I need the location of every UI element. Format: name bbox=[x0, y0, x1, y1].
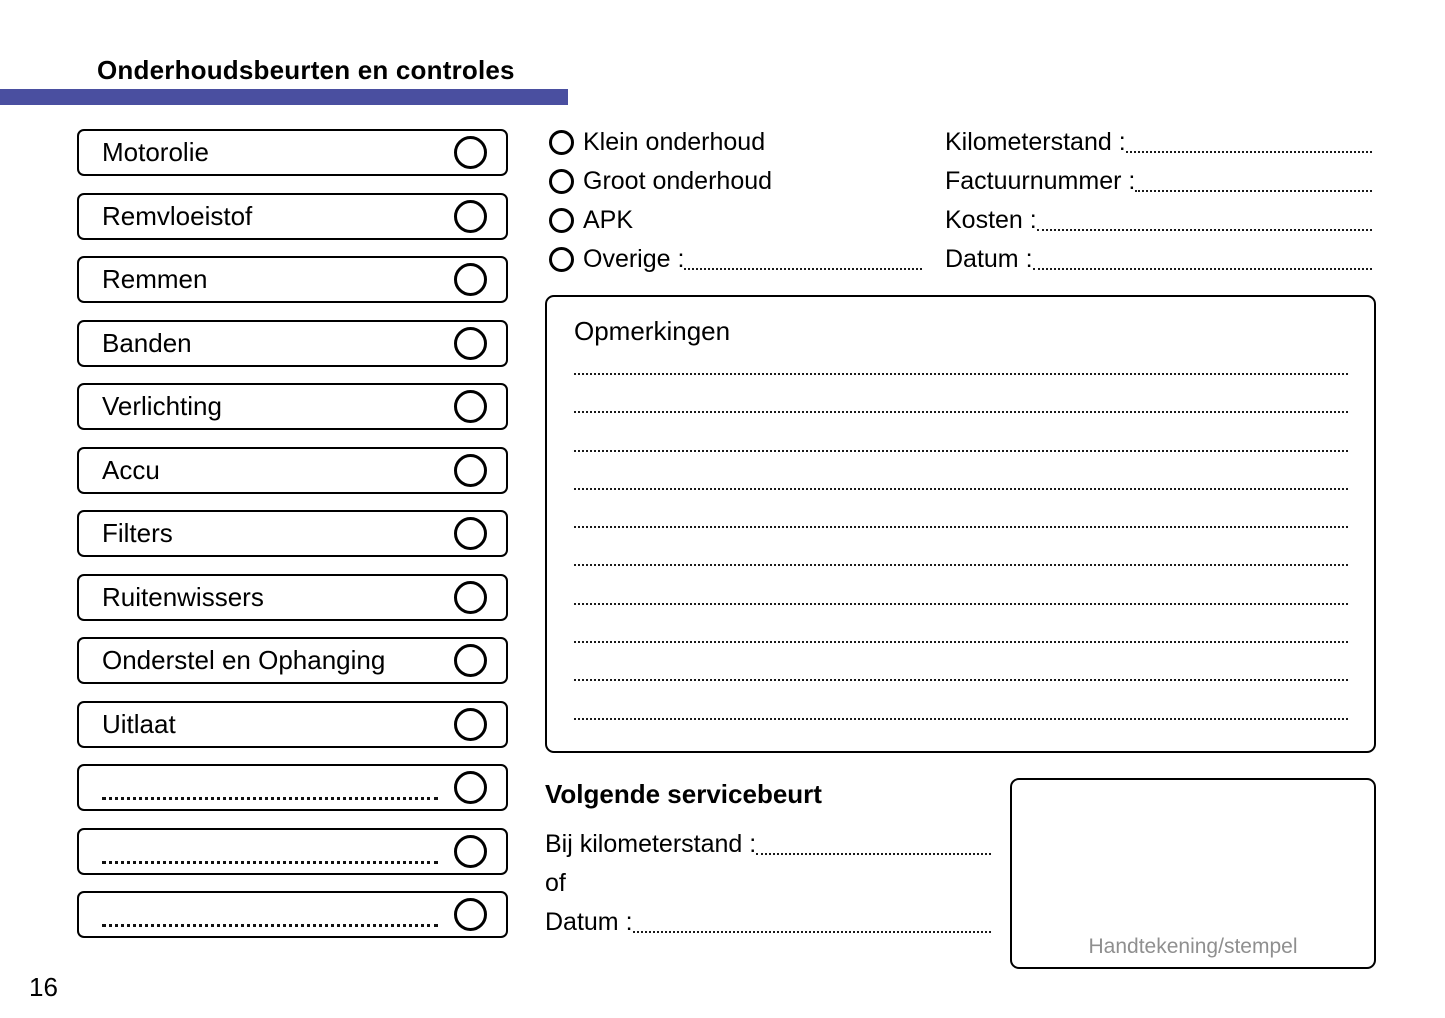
checklist-item-label: Verlichting bbox=[102, 391, 222, 421]
next-service-km-label: Bij kilometerstand : bbox=[545, 830, 757, 858]
checklist-item bbox=[77, 828, 508, 875]
service-field bbox=[945, 201, 1372, 240]
checklist-item bbox=[77, 574, 508, 621]
check-circle-icon[interactable] bbox=[454, 454, 487, 487]
remark-write-in-line bbox=[574, 679, 1348, 681]
signature-label: Handtekening/stempel bbox=[1088, 935, 1298, 958]
next-service-date-row bbox=[545, 903, 991, 942]
checklist-item bbox=[77, 764, 508, 811]
remark-write-in-line bbox=[574, 718, 1348, 720]
checklist-item-label: Remvloeistof bbox=[102, 200, 253, 231]
checklist-item bbox=[77, 129, 508, 176]
checklist-item bbox=[77, 637, 508, 684]
check-circle-icon[interactable] bbox=[454, 136, 487, 169]
page-number: 16 bbox=[29, 972, 58, 1002]
service-type-option-label: Klein onderhoud bbox=[583, 128, 766, 156]
remark-write-in-line bbox=[574, 373, 1348, 375]
checklist-item-label: Uitlaat bbox=[102, 708, 176, 739]
service-field-label: Datum : bbox=[945, 245, 1033, 273]
service-field-label: Factuurnummer : bbox=[945, 167, 1136, 195]
service-type-option bbox=[549, 201, 922, 240]
remark-write-in-line bbox=[574, 603, 1348, 605]
radio-circle-icon[interactable] bbox=[549, 208, 574, 233]
signature-box bbox=[1010, 778, 1376, 969]
blank-write-in-line bbox=[102, 861, 438, 864]
check-circle-icon[interactable] bbox=[454, 771, 487, 804]
next-service-km-row bbox=[545, 825, 991, 864]
radio-circle-icon[interactable] bbox=[549, 130, 574, 155]
write-in-line bbox=[1135, 190, 1372, 192]
check-circle-icon[interactable] bbox=[454, 517, 487, 550]
blank-write-in-line bbox=[102, 797, 438, 800]
remark-write-in-line bbox=[574, 641, 1348, 643]
check-circle-icon[interactable] bbox=[454, 644, 487, 677]
next-service-or-label: of bbox=[545, 869, 566, 897]
maintenance-checklist bbox=[77, 129, 508, 938]
title-underline-bar bbox=[0, 89, 568, 105]
next-service-or-row bbox=[545, 864, 991, 903]
service-type-option-label: APK bbox=[583, 206, 634, 234]
service-type-option bbox=[549, 240, 922, 279]
checklist-item-label: Banden bbox=[102, 327, 192, 358]
remarks-title: Opmerkingen bbox=[574, 316, 731, 346]
checklist-item bbox=[77, 891, 508, 938]
write-in-line bbox=[684, 268, 922, 270]
checklist-item bbox=[77, 701, 508, 748]
check-circle-icon[interactable] bbox=[454, 263, 487, 296]
write-in-line bbox=[1126, 151, 1372, 153]
service-field bbox=[945, 162, 1372, 201]
next-service-date-label: Datum : bbox=[545, 908, 633, 936]
service-type-option bbox=[549, 162, 922, 201]
checklist-item bbox=[77, 320, 508, 367]
service-field bbox=[945, 123, 1372, 162]
checklist-item bbox=[77, 193, 508, 240]
remark-write-in-line bbox=[574, 526, 1348, 528]
checklist-item-label: Filters bbox=[102, 518, 173, 548]
remark-write-in-line bbox=[574, 450, 1348, 452]
write-in-line bbox=[633, 931, 991, 933]
service-field bbox=[945, 240, 1372, 279]
remark-write-in-line bbox=[574, 411, 1348, 413]
remarks-box bbox=[545, 295, 1376, 753]
radio-circle-icon[interactable] bbox=[549, 169, 574, 194]
service-type-option-label: Overige : bbox=[583, 245, 685, 273]
check-circle-icon[interactable] bbox=[454, 390, 487, 423]
check-circle-icon[interactable] bbox=[454, 327, 487, 360]
next-service-title: Volgende servicebeurt bbox=[545, 779, 822, 809]
checklist-item-label: Motorolie bbox=[102, 137, 209, 167]
checklist-item bbox=[77, 510, 508, 557]
write-in-line bbox=[756, 853, 991, 855]
write-in-line bbox=[1037, 229, 1372, 231]
checklist-item-label: Accu bbox=[102, 454, 160, 485]
check-circle-icon[interactable] bbox=[454, 708, 487, 741]
service-type-options bbox=[549, 123, 922, 279]
check-circle-icon[interactable] bbox=[454, 898, 487, 931]
next-service-section bbox=[545, 779, 991, 942]
service-field-label: Kosten : bbox=[945, 206, 1037, 234]
write-in-line bbox=[1033, 268, 1372, 270]
check-circle-icon[interactable] bbox=[454, 200, 487, 233]
service-detail-fields bbox=[945, 123, 1372, 279]
checklist-item bbox=[77, 447, 508, 494]
checklist-item-label: Remmen bbox=[102, 264, 208, 294]
radio-circle-icon[interactable] bbox=[549, 247, 574, 272]
remarks-lines bbox=[574, 373, 1348, 756]
checklist-item-label: Onderstel en Ophanging bbox=[102, 645, 386, 675]
blank-write-in-line bbox=[102, 924, 438, 927]
service-type-option-label: Groot onderhoud bbox=[583, 167, 773, 195]
checklist-item bbox=[77, 256, 508, 303]
page-title: Onderhoudsbeurten en controles bbox=[97, 55, 515, 85]
check-circle-icon[interactable] bbox=[454, 835, 487, 868]
checklist-item bbox=[77, 383, 508, 430]
checklist-item-label: Ruitenwissers bbox=[102, 581, 264, 612]
remark-write-in-line bbox=[574, 564, 1348, 566]
check-circle-icon[interactable] bbox=[454, 581, 487, 614]
service-type-option bbox=[549, 123, 922, 162]
remark-write-in-line bbox=[574, 488, 1348, 490]
service-field-label: Kilometerstand : bbox=[945, 128, 1126, 156]
